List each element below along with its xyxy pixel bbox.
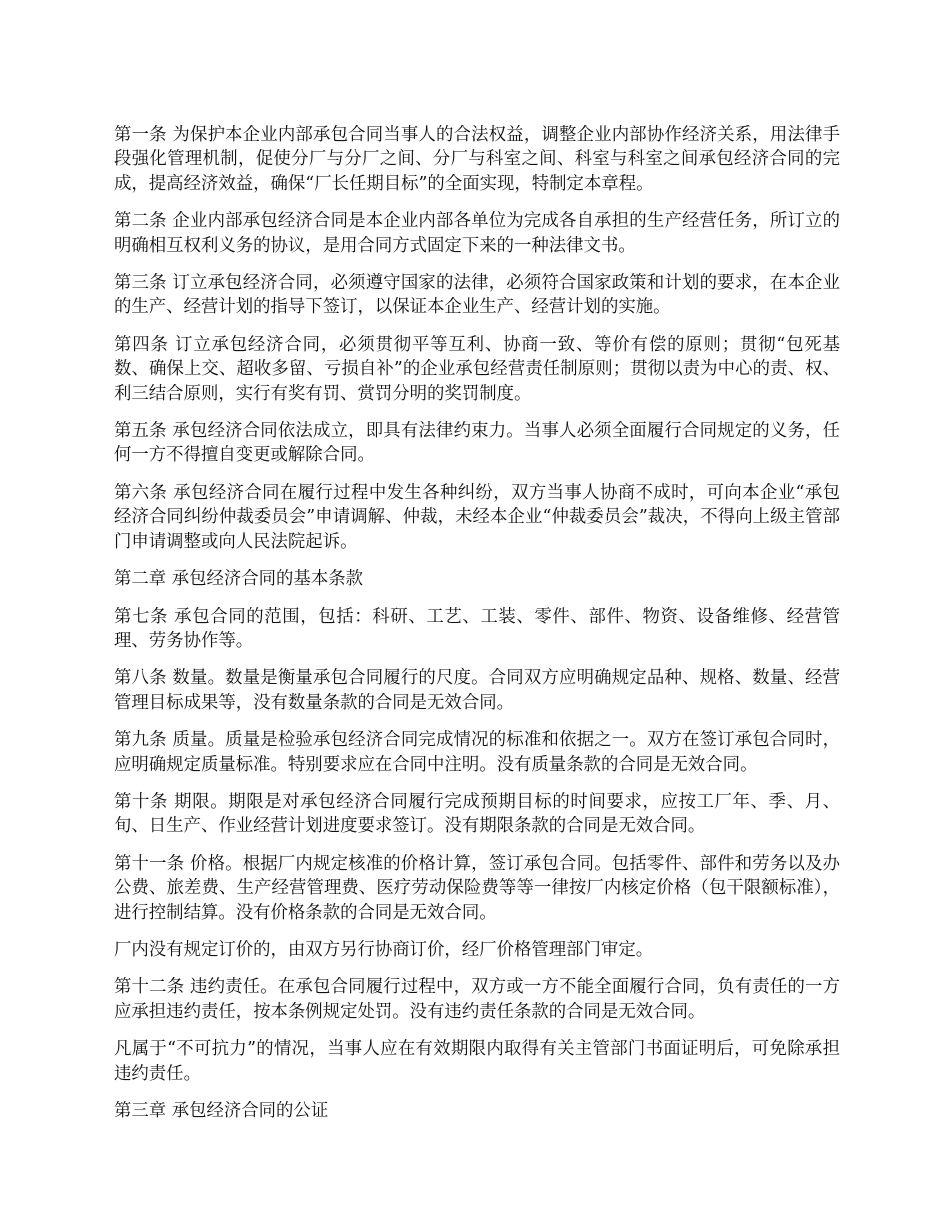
paragraph-article-4: 第四条 订立承包经济合同，必须贯彻平等互利、协商一致、等价有偿的原则；贯彻“包死基数、确保上交、超收多留、亏损自补”的企业承包经营责任制原则；贯彻以责为中心的责、权、利三结合原则，实行有奖有罚、赏罚分明的奖罚制度。 <box>114 334 840 404</box>
paragraph-article-9: 第九条 质量。质量是检验承包经济合同完成情况的标准和依据之一。双方在签订承包合同时，应明确规定质量标准。特别要求应在合同中注明。没有质量条款的合同是无效合同。 <box>114 730 840 775</box>
paragraph-article-3: 第三条 订立承包经济合同，必须遵守国家的法律，必须符合国家政策和计划的要求，在本企业的生产、经营计划的指导下签订，以保证本企业生产、经营计划的实施。 <box>114 273 840 318</box>
paragraph-article-2: 第二条 企业内部承包经济合同是本企业内部各单位为完成各自承担的生产经营任务，所订立的明确相互权利义务的协议，是用合同方式固定下来的一种法律文书。 <box>114 211 840 256</box>
paragraph-article-6: 第六条 承包经济合同在履行过程中发生各种纠纷，双方当事人协商不成时，可向本企业“承包经济合同纠纷仲裁委员会”申请调解、仲裁，未经本企业“仲裁委员会”裁决，不得向上级主管部门申请调整或向人民法院起诉。 <box>114 482 840 552</box>
paragraph-article-8: 第八条 数量。数量是衡量承包合同履行的尺度。合同双方应明确规定品种、规格、数量、经营管理目标成果等，没有数量条款的合同是无效合同。 <box>114 668 840 713</box>
paragraph-article-5: 第五条 承包经济合同依法成立，即具有法律约束力。当事人必须全面履行合同规定的义务，任何一方不得擅自变更或解除合同。 <box>114 421 840 466</box>
chapter-heading-2: 第二章 承包经济合同的基本条款 <box>114 569 363 590</box>
paragraph-article-1: 第一条 为保护本企业内部承包合同当事人的合法权益，调整企业内部协作经济关系，用法律手段强化管理机制，促使分厂与分厂之间、分厂与科室之间、科室与科室之间承包经济合同的完成，提高经济效益，确保“厂长任期目标”的全面实现，特制定本章程。 <box>114 125 840 194</box>
paragraph-force-majeure: 凡属于“不可抗力”的情况，当事人应在有效期限内取得有关主管部门书面证明后，可免除承担违约责任。 <box>114 1039 840 1084</box>
chapter-heading-3: 第三章 承包经济合同的公证 <box>114 1101 329 1121</box>
document-body <box>114 123 840 1136</box>
paragraph-article-11: 第十一条 价格。根据厂内规定核准的价格计算，签订承包合同。包括零件、部件和劳务以及办公费、旅差费、生产经营管理费、医疗劳动保险费等等一律按厂内核定价格（包干限额标准），进行控制结算。没有价格条款的合同是无效合同。 <box>114 853 840 923</box>
paragraph-pricing-note: 厂内没有规定订价的，由双方另行协商订价，经厂价格管理部门审定。 <box>114 939 654 960</box>
paragraph-article-12: 第十二条 违约责任。在承包合同履行过程中，双方或一方不能全面履行合同，负有责任的一方应承担违约责任，按本条例规定处罚。没有违约责任条款的合同是无效合同。 <box>114 977 840 1022</box>
paragraph-article-10: 第十条 期限。期限是对承包经济合同履行完成预期目标的时间要求，应按工厂年、季、月、旬、日生产、作业经营计划进度要求签订。没有期限条款的合同是无效合同。 <box>114 791 840 837</box>
paragraph-article-7: 第七条 承包合同的范围，包括：科研、工艺、工装、零件、部件、物资、设备维修、经营管理、劳务协作等。 <box>114 606 840 651</box>
